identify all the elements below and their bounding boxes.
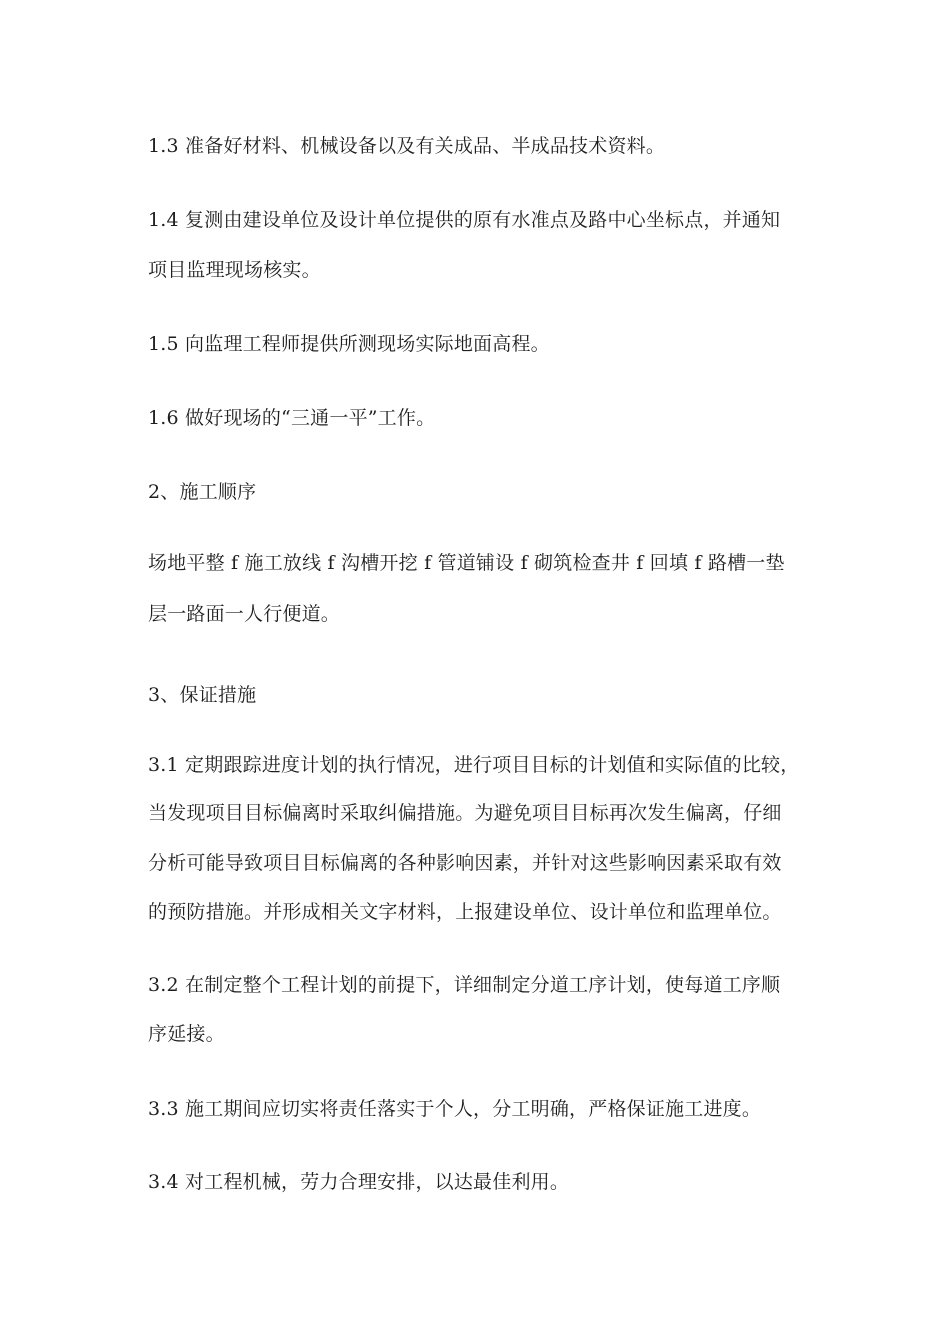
paragraph-3-1-line-4: 的预防措施。并形成相关文字材料，上报建设单位、设计单位和监理单位。 [148,901,782,923]
paragraph-3-1-line-2: 当发现项目目标偏离时采取纠偏措施。为避免项目目标再次发生偏离，仔细 [148,802,782,824]
paragraph-1-3: 1.3 准备好材料、机械设备以及有关成品、半成品技术资料。 [148,135,666,157]
paragraph-1-5: 1.5 向监理工程师提供所测现场实际地面高程。 [148,333,550,355]
paragraph-3-3: 3.3 施工期间应切实将责任落实于个人，分工明确，严格保证施工进度。 [148,1098,762,1120]
sequence-line-1: 场地平整 f 施工放线 f 沟槽开挖 f 管道铺设 f 砌筑检查井 f 回填 f 路槽一垫 [148,552,785,574]
sequence-line-2: 层一路面一人行便道。 [148,603,341,625]
paragraph-3-2-line-1: 3.2 在制定整个工程计划的前提下，详细制定分道工序计划，使每道工序顺 [148,974,781,996]
section-heading-3: 3、保证措施 [148,684,257,706]
paragraph-3-2-line-2: 序延接。 [148,1023,225,1045]
paragraph-3-1-line-1: 3.1 定期跟踪进度计划的执行情况，进行项目目标的计划值和实际值的比较， [148,754,800,776]
paragraph-1-6: 1.6 做好现场的“三通一平”工作。 [148,407,436,429]
paragraph-3-4: 3.4 对工程机械，劳力合理安排，以达最佳利用。 [148,1171,570,1193]
paragraph-1-4-line-2: 项目监理现场核实。 [148,259,321,281]
paragraph-1-4-line-1: 1.4 复测由建设单位及设计单位提供的原有水准点及路中心坐标点，并通知 [148,209,781,231]
section-heading-2: 2、施工顺序 [148,481,257,503]
paragraph-3-1-line-3: 分析可能导致项目目标偏离的各种影响因素，并针对这些影响因素采取有效 [148,852,782,874]
